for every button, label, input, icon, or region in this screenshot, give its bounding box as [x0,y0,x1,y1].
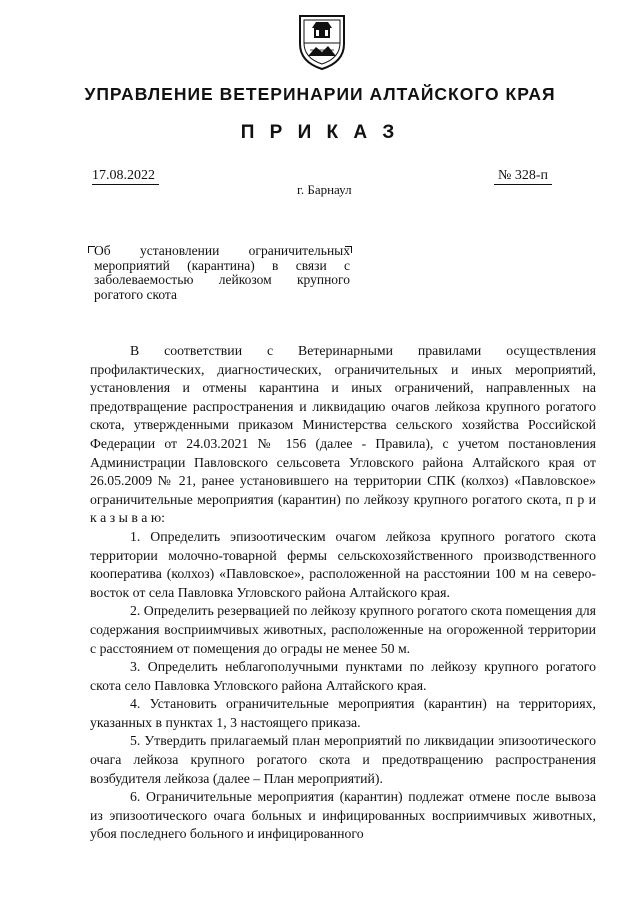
document-date: 17.08.2022 [92,168,159,185]
clause-paragraph: 2. Определить резервацией по лейкозу крупного рогатого скота помещения для содержания восприимчивых животных, расположенные на огороженной территории с расстоянием от помещения до ограды не менее 50 м. [90,603,596,656]
coat-of-arms-icon [296,10,348,72]
document-number: № 328-п [494,168,552,185]
clause-paragraph: 1. Определить эпизоотическим очагом лейкоза крупного рогатого скота территории молочно-товарной фермы сельскохозяйственного производственного кооператива (колхоз) «Павловское», расположенной на расстоянии 100 м на северо-восток от села Павловка Угловского района Алтайского края. [90,528,596,600]
clause-paragraph: 3. Определить неблагополучными пунктами по лейкозу крупного рогатого скота село Павловка Угловского района Алтайского края. [90,659,596,693]
document-body [90,342,596,844]
organization-name: УПРАВЛЕНИЕ ВЕТЕРИНАРИИ АЛТАЙСКОГО КРАЯ [84,84,556,104]
document-subject: Об установлении ограничительных мероприятий (карантина) в связи с заболеваемостью лейкозом крупного рогатого скота [94,243,350,302]
document-city: г. Барнаул [297,182,352,197]
clause-paragraph: 6. Ограничительные мероприятия (карантин) подлежат отмене после вывоза из эпизоотического очага больных и инфицированных восприимчивых животных, убоя последнего больного и инфицированного [90,789,596,842]
preamble-paragraph: В соответствии с Ветеринарными правилами осуществления профилактических, диагностических, ограничительных и иных мероприятий, установления и отмены карантина и иных ограничений, направленных на предотвращение распространения и ликвидацию очагов лейкоза крупного рогатого скота, утвержденными приказом Министерства сельского хозяйства Российской Федерации от 24.03.2021 № 156 (далее - Правила), с учетом постановления Администрации Павловского сельсовета Угловского района Алтайского края от 26.05.2009 № 21, ранее установившего на территории СПК (колхоз) «Павловское» ограничительные мероприятия (карантин) по лейкозу крупного рогатого скота, п р и к а з ы в а ю: [90,343,596,526]
document-type: П Р И К А З [240,122,400,143]
clause-paragraph: 4. Установить ограничительные мероприятия (карантин) на территориях, указанных в пунктах 1, 3 настоящего приказа. [90,696,596,730]
clause-paragraph: 5. Утвердить прилагаемый план мероприятий по ликвидации эпизоотического очага лейкоза крупного рогатого скота и предотвращению распространения возбудителя лейкоза (далее – План мероприятий). [90,733,596,786]
